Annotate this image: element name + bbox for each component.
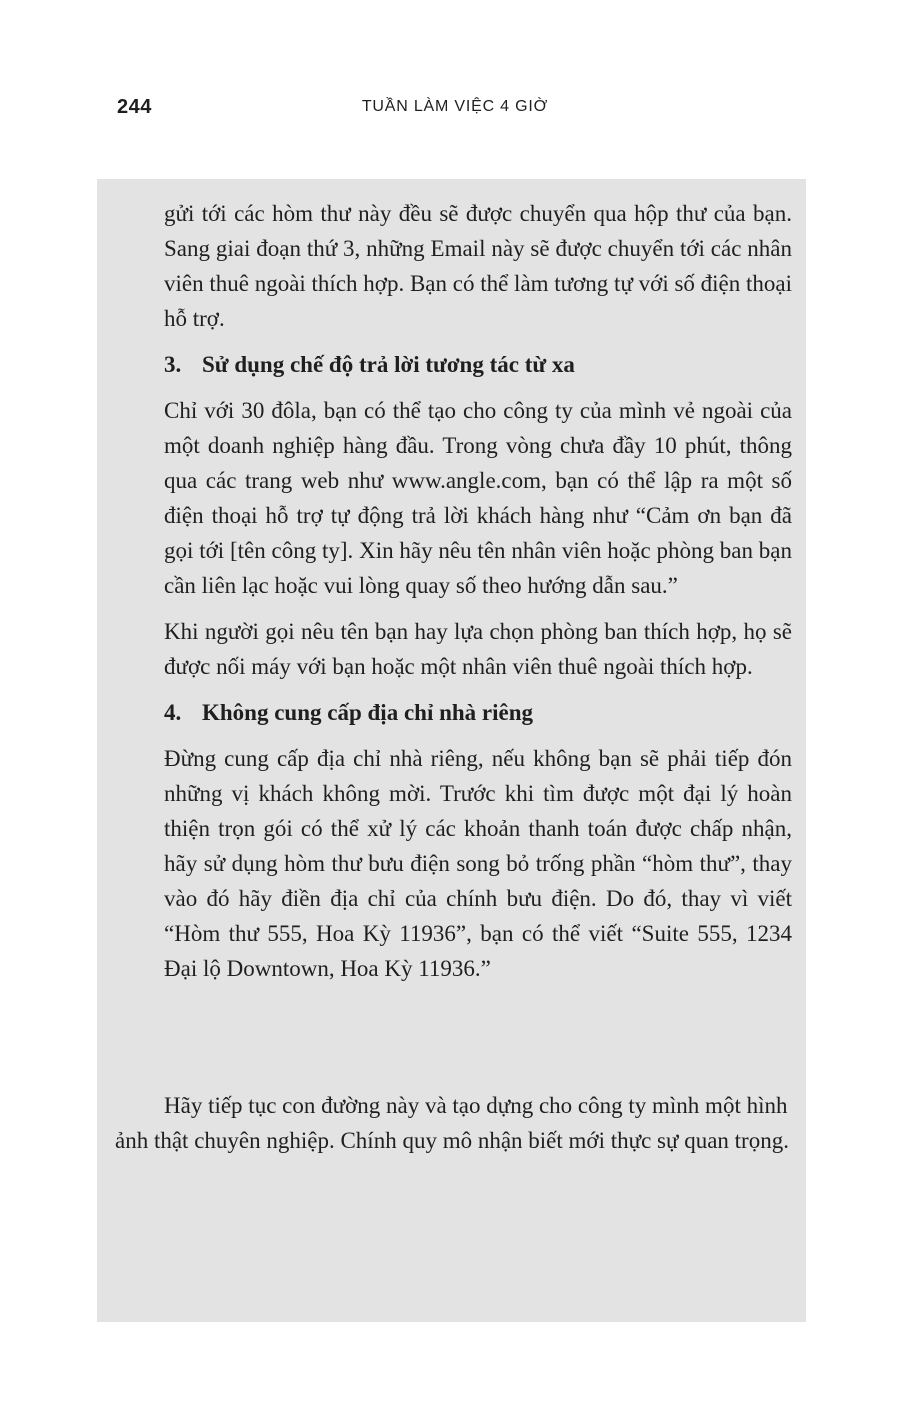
- section-3-paragraph-2: Khi người gọi nêu tên bạn hay lựa chọn phòng ban thích hợp, họ sẽ được nối máy với bạn hoặc một nhân viên thuê ngoài thích hợp.: [164, 619, 792, 679]
- intro-paragraph: gửi tới các hòm thư này đều sẽ được chuyển qua hộp thư của bạn. Sang giai đoạn thứ 3, những Email này sẽ được chuyển tới các nhân viên thuê ngoài thích hợp. Bạn có thể làm tương tự với số điện thoại hỗ trợ.: [164, 201, 793, 331]
- section-4-paragraph-1: Đừng cung cấp địa chỉ nhà riêng, nếu không bạn sẽ phải tiếp đón những vị khách không mời. Trước khi tìm được một đại lý hoàn thiện trọn gói có thể xử lý các khoản thanh toán được chấp nhận, hãy sử dụng hòm thư bưu điện song bỏ trống phần “hòm thư”, thay vào đó hãy điền địa chỉ của chính bưu điện. Do đó, thay vì viết “Hòm thư 555, Hoa Kỳ 11936”, bạn có thể viết “Suite 555, 1234 Đại lộ Downtown, Hoa Kỳ 11936.”: [164, 746, 792, 981]
- running-title: TUẦN LÀM VIỆC 4 GIỜ: [361, 98, 549, 115]
- section-4-heading: [164, 695, 792, 730]
- section-4-number: 4.: [164, 700, 182, 725]
- closing-paragraph: Hãy tiếp tục con đường này và tạo dựng cho công ty mình một hình ảnh thật chuyên nghiệp. Chính quy mô nhận biết mới thực sự quan trọng.: [115, 1093, 789, 1153]
- page-number: 244: [117, 96, 152, 118]
- section-3-title: Sử dụng chế độ trả lời tương tác từ xa: [202, 352, 575, 377]
- section-3-paragraph-1: Chỉ với 30 đôla, bạn có thể tạo cho công ty của mình vẻ ngoài của một doanh nghiệp hàng đầu. Trong vòng chưa đầy 10 phút, thông qua các trang web như www.angle.com, bạn có thể lập ra một số điện thoại hỗ trợ tự động trả lời khách hàng như “Cảm ơn bạn đã gọi tới [tên công ty]. Xin hãy nêu tên nhân viên hoặc phòng ban bạn cần liên lạc hoặc vui lòng quay số theo hướng dẫn sau.”: [164, 398, 792, 598]
- section-4-title: Không cung cấp địa chỉ nhà riêng: [202, 700, 534, 725]
- sidebar-box-content: [164, 196, 792, 997]
- section-3-number: 3.: [164, 352, 182, 377]
- section-3-heading: [164, 347, 792, 382]
